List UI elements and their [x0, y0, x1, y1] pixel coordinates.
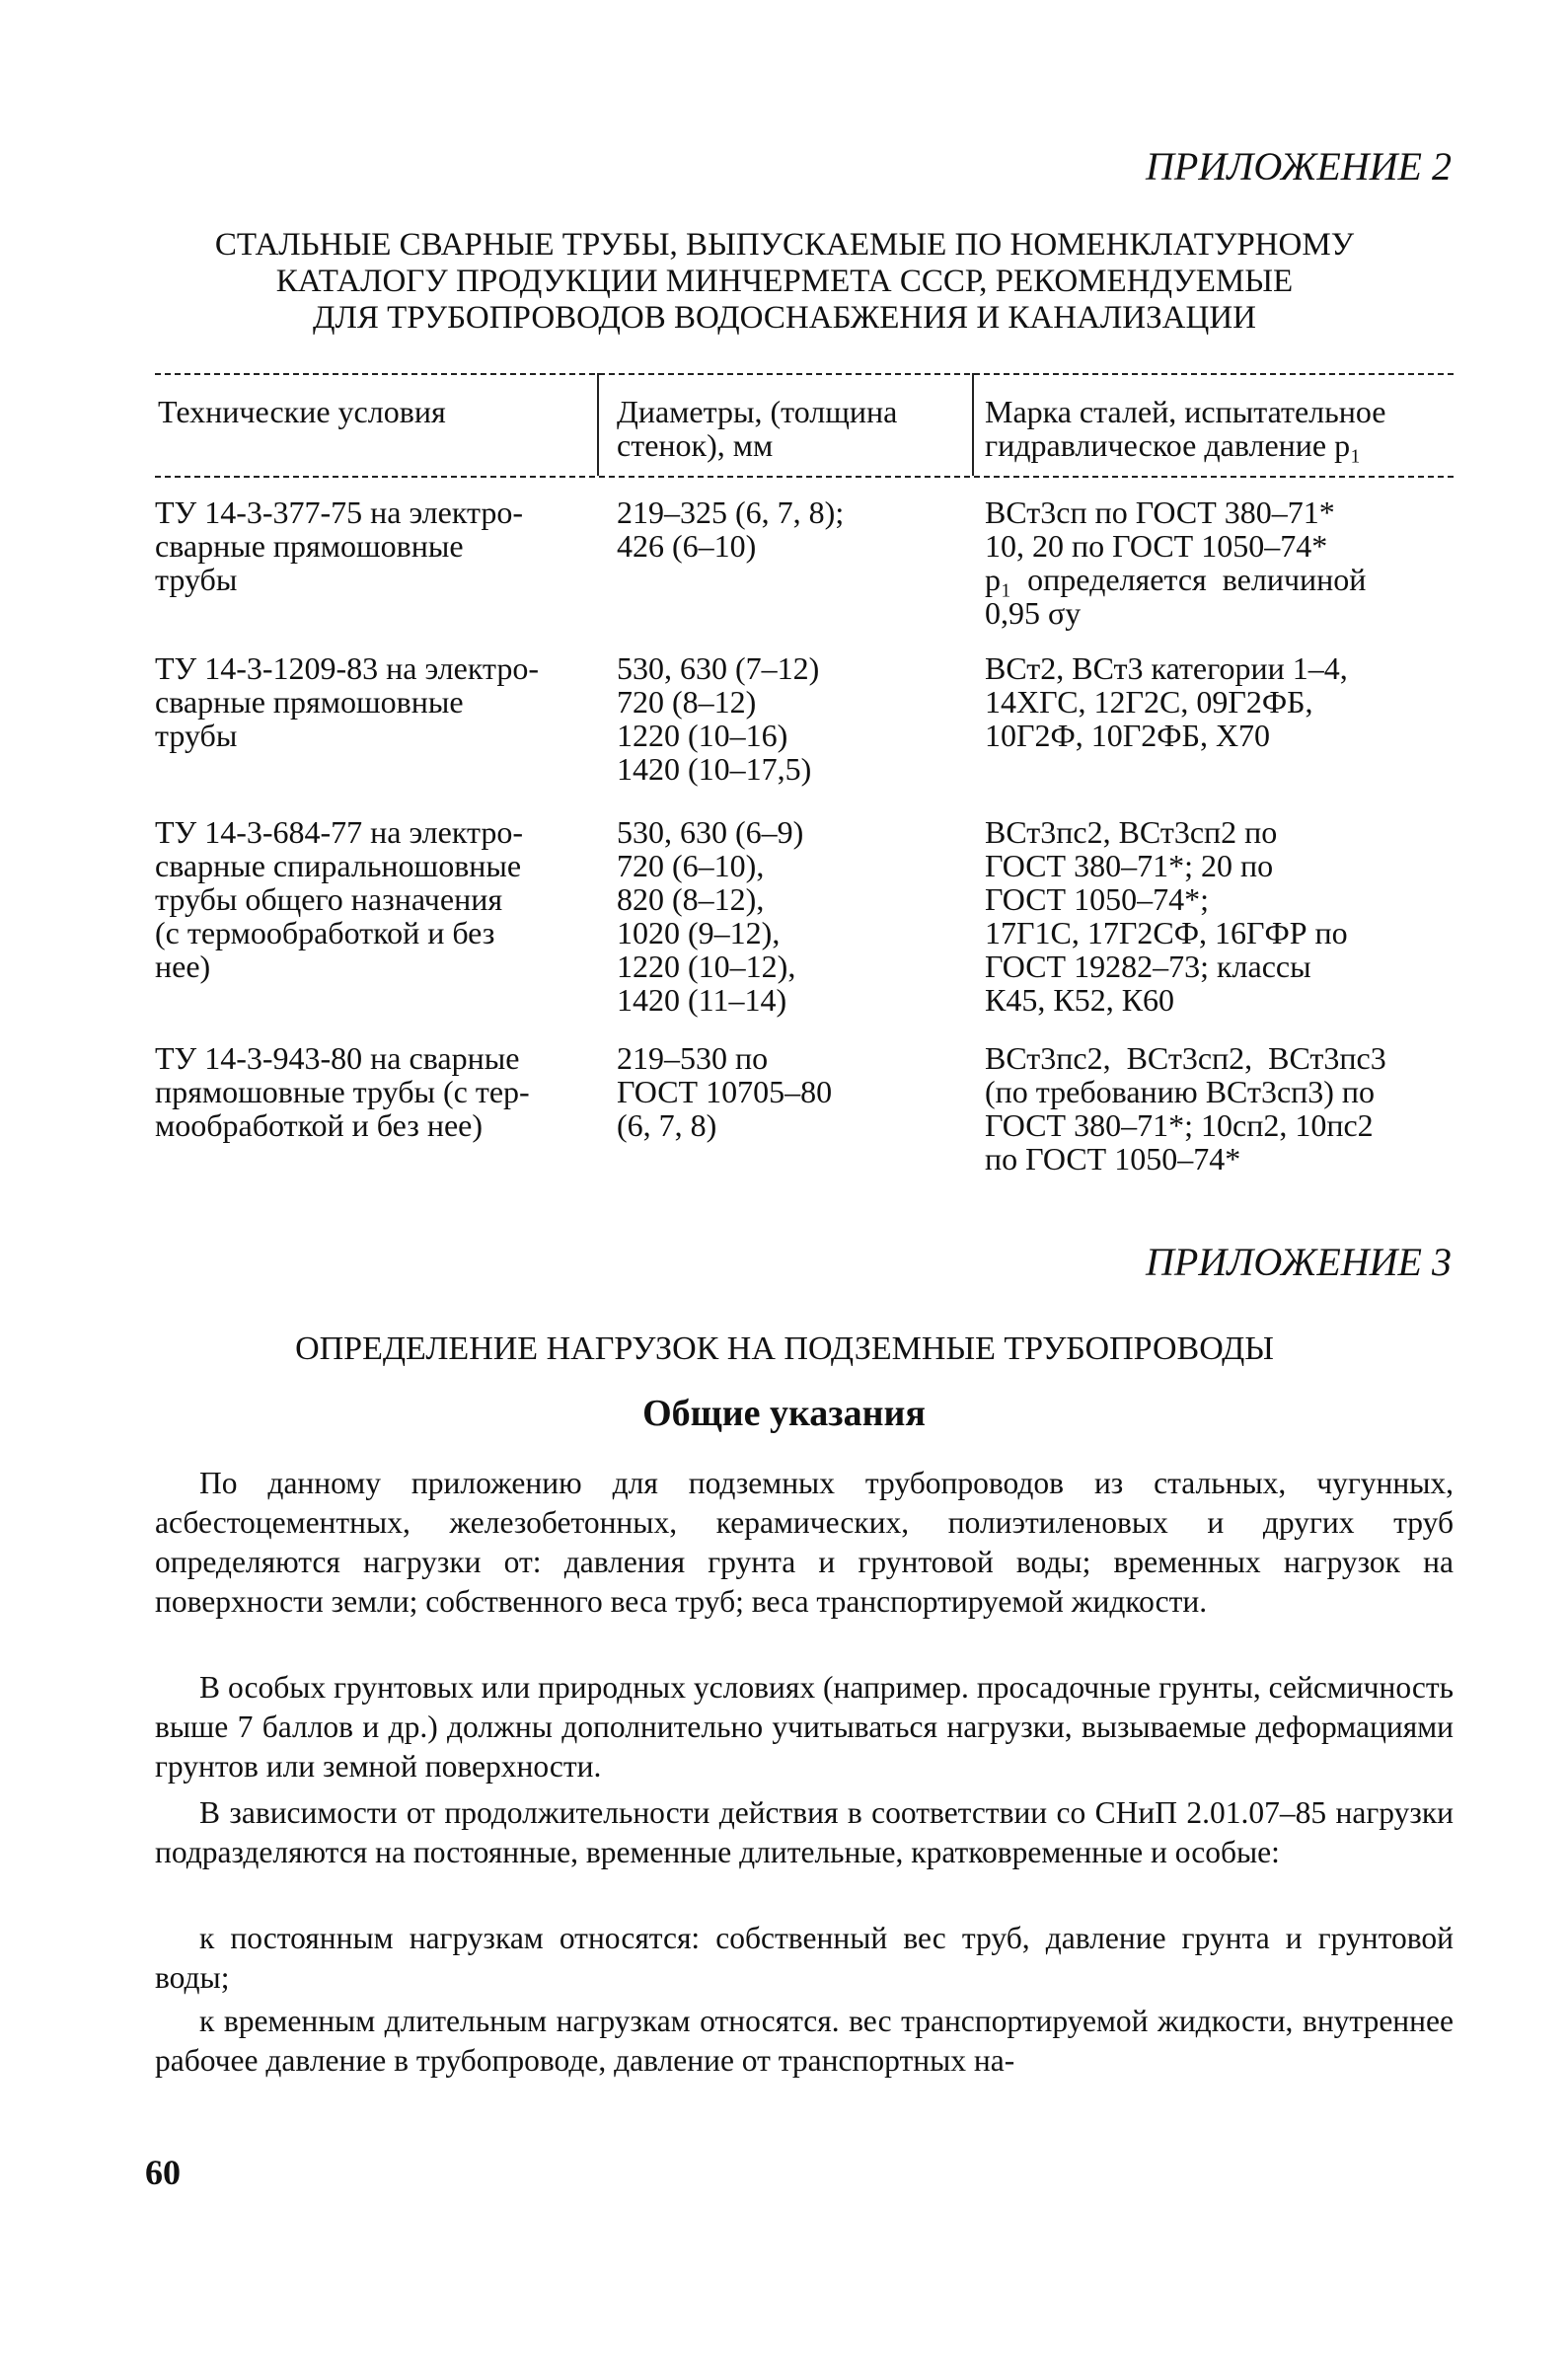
appendix-3-label: ПРИЛОЖЕНИЕ 3 [1146, 1240, 1452, 1284]
table-cell-steels: ВСт3пс2, ВСт3сп2 по ГОСТ 380–71*; 20 по ГОСТ 1050–74*; 17Г1С, 17Г2СФ, 16ГФР по ГОСТ 19282–73; классы К45, К52, К60 [985, 814, 1348, 1018]
table-cell-diameters: 219–530 по ГОСТ 10705–80 (6, 7, 8) [617, 1040, 833, 1143]
table-cell-conditions: ТУ 14-3-1209-83 на электро- сварные прямошовные трубы [155, 650, 539, 753]
appendix-2-title-line: ДЛЯ ТРУБОПРОВОДОВ ВОДОСНАБЖЕНИЯ И КАНАЛИЗАЦИИ [312, 300, 1257, 336]
paragraph-text: По данному приложению для подземных трубопроводов из стальных, чугунных, асбестоцементных, железобетонных, керамических, полиэтиленовых и других труб определяются нагрузки от: давления грунта и грунтовой воды; временных нагрузок на поверхности земли; собственного веса труб; веса транспортируемой жидкости. [155, 1466, 1454, 1619]
table-cell-conditions: ТУ 14-3-684-77 на электро- сварные спиральношовные трубы общего назначения (с термообработкой и без нее) [155, 814, 523, 984]
table-top-rule [155, 373, 1454, 375]
paragraph-text: В особых грунтовых или природных условиях (например. просадочные грунты, сейсмичность выше 7 баллов и др.) должны дополнительно учитываться нагрузки, вызываемые деформациями грунтов или земной поверхности. [155, 1670, 1454, 1784]
table-cell-conditions: ТУ 14-3-377-75 на электро- сварные прямошовные трубы [155, 494, 523, 597]
body-paragraph [155, 1668, 1454, 1786]
table-cell-diameters: 530, 630 (7–12) 720 (8–12) 1220 (10–16) 1420 (10–17,5) [617, 650, 820, 787]
table-header-rule [155, 476, 1454, 478]
paragraph-text: к постоянным нагрузкам относятся: собственный вес труб, давление грунта и грунтовой воды; [155, 1921, 1454, 1995]
appendix-2-label: ПРИЛОЖЕНИЕ 2 [1146, 144, 1452, 189]
paragraph-text: к временным длительным нагрузкам относятся. вес транспортируемой жидкости, внутреннее рабочее давление в трубопроводе, давление от транспортных на- [155, 2004, 1454, 2078]
body-paragraph [155, 1464, 1454, 1622]
table-header-steels: Марка сталей, испытательное гидравлическое давление p₁ [985, 394, 1386, 463]
page-number: 60 [145, 2153, 181, 2192]
table-cell-diameters: 219–325 (6, 7, 8); 426 (6–10) [617, 494, 845, 564]
table-cell-steels: ВСт2, ВСт3 категории 1–4, 14ХГС, 12Г2С, 09Г2ФБ, 10Г2Ф, 10Г2ФБ, Х70 [985, 650, 1348, 753]
table-header-diameters: Диаметры, (толщина стенок), мм [617, 394, 898, 463]
appendix-2-title-line: КАТАЛОГУ ПРОДУКЦИИ МИНЧЕРМЕТА СССР, РЕКОМЕНДУЕМЫЕ [275, 264, 1294, 299]
table-cell-diameters: 530, 630 (6–9) 720 (6–10), 820 (8–12), 1020 (9–12), 1220 (10–12), 1420 (11–14) [617, 814, 804, 1018]
appendix-2-title-line: СТАЛЬНЫЕ СВАРНЫЕ ТРУБЫ, ВЫПУСКАЕМЫЕ ПО НОМЕНКЛАТУРНОМУ [214, 227, 1355, 263]
table-cell-steels: ВСт3пс2, ВСт3сп2, ВСт3пс3 (по требованию ВСт3сп3) по ГОСТ 380–71*; 10сп2, 10пс2 по ГОСТ 1050–74* [985, 1040, 1386, 1177]
table-column-divider [972, 373, 974, 476]
body-paragraph [155, 1919, 1454, 1998]
section-subtitle: Общие указания [642, 1393, 926, 1434]
table-header-conditions: Технические условия [158, 394, 446, 429]
table-column-divider [597, 373, 599, 476]
body-paragraph [155, 2002, 1454, 2081]
table-cell-conditions: ТУ 14-3-943-80 на сварные прямошовные трубы (с тер- мообработкой и без нее) [155, 1040, 530, 1143]
paragraph-text: В зависимости от продолжительности действия в соответствии со СНиП 2.01.07–85 нагрузки подразделяются на постоянные, временные длительные, кратковременные и особые: [155, 1795, 1454, 1869]
appendix-2-title [148, 227, 1421, 337]
appendix-3-title: ОПРЕДЕЛЕНИЕ НАГРУЗОК НА ПОДЗЕМНЫЕ ТРУБОПРОВОДЫ [295, 1330, 1274, 1367]
body-paragraph [155, 1793, 1454, 1872]
table-cell-steels: ВСт3сп по ГОСТ 380–71* 10, 20 по ГОСТ 1050–74* p₁ определяется величиной 0,95 σу [985, 494, 1367, 631]
